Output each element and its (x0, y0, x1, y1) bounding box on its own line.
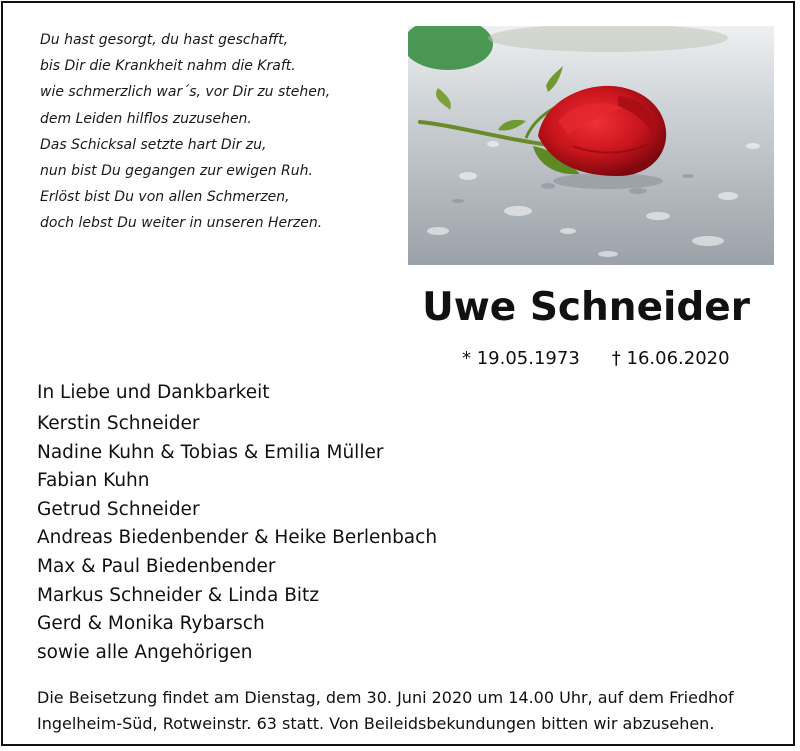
family-member: Nadine Kuhn & Tobias & Emilia Müller (37, 441, 384, 463)
life-dates (462, 348, 730, 369)
poem-line: Das Schicksal setzte hart Dir zu, (40, 136, 267, 153)
deceased-name: Uwe Schneider (422, 285, 750, 330)
rose-photo (408, 26, 774, 265)
rose-illustration (408, 26, 774, 265)
funeral-notice (37, 685, 734, 737)
birth-date: * 19.05.1973 (462, 348, 580, 369)
family-member: Fabian Kuhn (37, 470, 150, 492)
family-member: sowie alle Angehörigen (37, 641, 253, 663)
poem-line: wie schmerzlich war´s, vor Dir zu stehen, (40, 84, 331, 101)
poem-line: dem Leiden hilflos zuzusehen. (40, 110, 252, 127)
family-member: Max & Paul Biedenbender (37, 555, 276, 577)
family-intro: In Liebe und Dankbarkeit (37, 382, 270, 403)
notice-line: Ingelheim-Süd, Rotweinstr. 63 statt. Von Beileidsbekundungen bitten wir abzusehen. (37, 714, 715, 733)
family-member: Getrud Schneider (37, 498, 200, 520)
family-member: Gerd & Monika Rybarsch (37, 613, 265, 635)
family-list (37, 380, 437, 667)
poem-line: Erlöst bist Du von allen Schmerzen, (40, 189, 290, 206)
poem-line: nun bist Du gegangen zur ewigen Ruh. (40, 163, 313, 180)
poem (40, 27, 330, 237)
family-member: Andreas Biedenbender & Heike Berlenbach (37, 527, 438, 549)
death-date: † 16.06.2020 (611, 348, 730, 369)
poem-line: bis Dir die Krankheit nahm die Kraft. (40, 58, 296, 75)
poem-line: Du hast gesorgt, du hast geschafft, (40, 32, 289, 48)
notice-line: Die Beisetzung findet am Dienstag, dem 30. Juni 2020 um 14.00 Uhr, auf dem Friedhof (37, 688, 734, 707)
family-member: Markus Schneider & Linda Bitz (37, 584, 320, 606)
poem-line: doch lebst Du weiter in unseren Herzen. (40, 215, 323, 232)
family-member: Kerstin Schneider (37, 413, 200, 434)
